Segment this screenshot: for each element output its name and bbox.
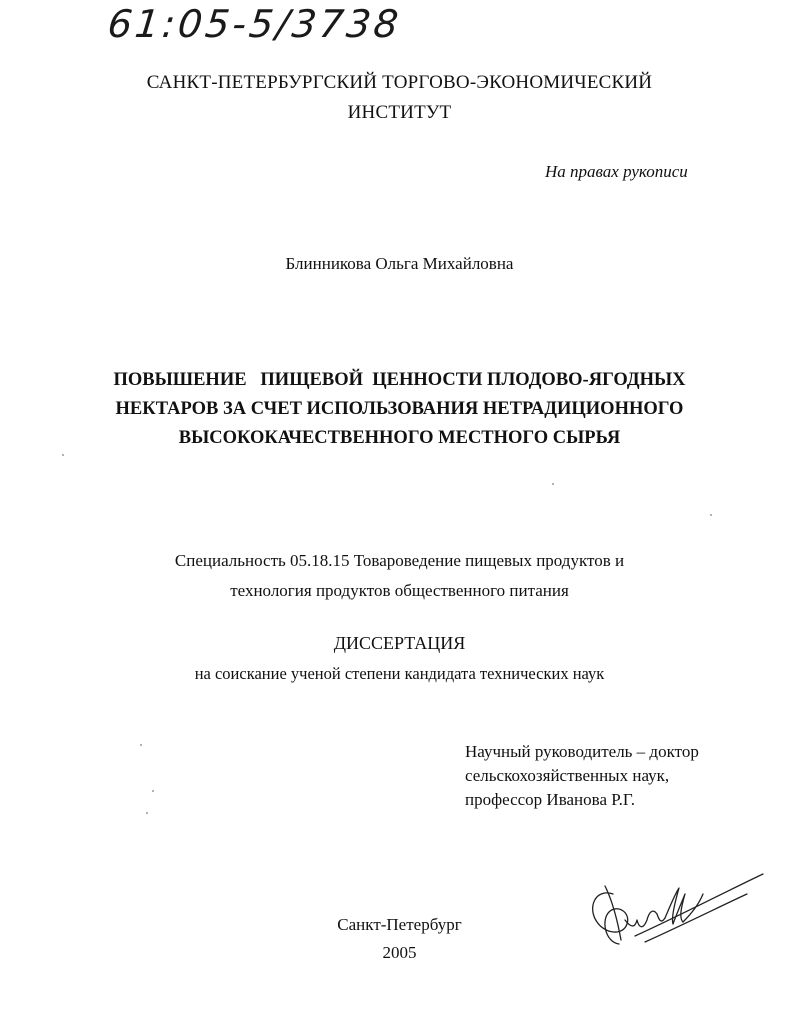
scan-speck	[552, 483, 554, 485]
author-name: Блинникова Ольга Михайловна	[285, 254, 514, 273]
advisor-line2: сельскохозяйственных наук,	[465, 766, 670, 785]
advisor-line1: Научный руководитель – доктор	[465, 742, 699, 761]
institute-name-line1: САНКТ-ПЕТЕРБУРГСКИЙ ТОРГОВО-ЭКОНОМИЧЕСКИЙ	[146, 72, 653, 93]
institute-name-line2: ИНСТИТУТ	[347, 102, 452, 123]
specialty	[0, 546, 799, 606]
scientific-advisor	[465, 740, 699, 812]
institute-name	[0, 68, 799, 128]
scan-speck	[152, 790, 154, 792]
scan-speck	[62, 454, 64, 456]
specialty-line1: Специальность 05.18.15 Товароведение пищевых продуктов и	[174, 551, 625, 570]
year: 2005	[382, 943, 417, 962]
archive-stamp-number: 61:05-5/3738	[105, 2, 404, 46]
dissertation-title	[0, 366, 799, 453]
title-line2: НЕКТАРОВ ЗА СЧЕТ ИСПОЛЬЗОВАНИЯ НЕТРАДИЦИОННОГО	[115, 399, 684, 419]
degree-statement: на соискание ученой степени кандидата технических наук	[194, 664, 605, 683]
scan-speck	[140, 744, 142, 746]
scan-speck	[146, 812, 148, 814]
handwritten-signature	[575, 858, 775, 968]
specialty-line2: технология продуктов общественного питания	[230, 581, 569, 600]
title-line3: ВЫСОКОКАЧЕСТВЕННОГО МЕСТНОГО СЫРЬЯ	[178, 428, 621, 448]
manuscript-rights-note: На правах рукописи	[545, 162, 688, 181]
title-line1: ПОВЫШЕНИЕ ПИЩЕВОЙ ЦЕННОСТИ ПЛОДОВО-ЯГОДНЫХ	[113, 370, 686, 390]
city-name: Санкт-Петербург	[337, 915, 462, 934]
document-type-heading: ДИССЕРТАЦИЯ	[333, 633, 466, 653]
advisor-line3: профессор Иванова Р.Г.	[465, 790, 635, 809]
scan-speck	[710, 514, 712, 516]
